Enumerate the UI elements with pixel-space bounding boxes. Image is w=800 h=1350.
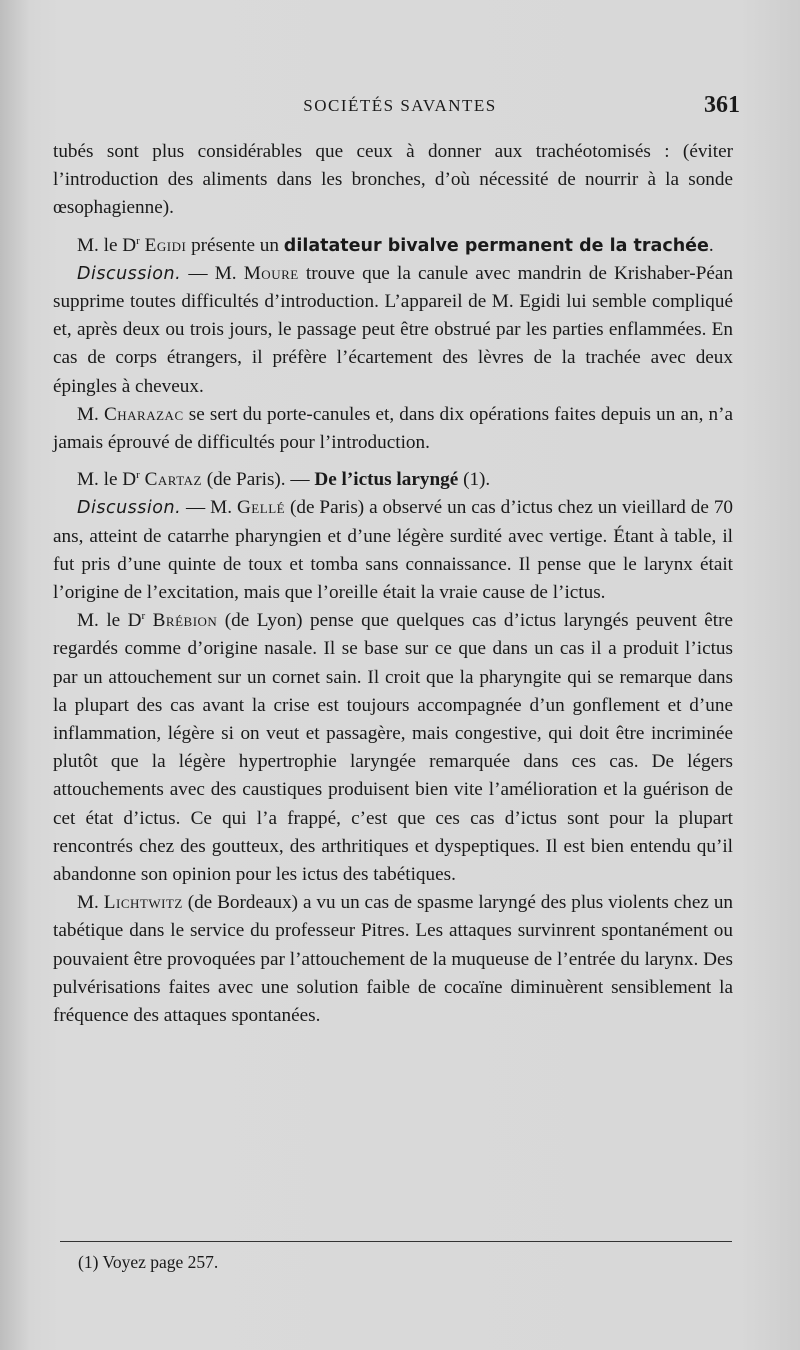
page-number: 361 bbox=[704, 92, 740, 118]
page-body bbox=[53, 138, 733, 1030]
paragraph-text: se sert du porte-canules et, dans dix opérations faites depuis un an, n’a jamais éprouvé de difficultés pour l’introduction. bbox=[53, 403, 733, 454]
running-title: SOCIÉTÉS SAVANTES bbox=[303, 96, 497, 115]
paragraph-egidi: M. le $D^r$ Egidi présente un dilatateur bivalve permanent de la trachée. bbox=[77, 234, 714, 256]
footnote-divider bbox=[60, 1241, 732, 1242]
speaker-name: Cartaz bbox=[144, 469, 202, 491]
speaker-name: Charazac bbox=[103, 403, 184, 425]
title-superscript: r bbox=[136, 469, 140, 482]
discussion-label: Discussion. bbox=[77, 498, 182, 519]
footnote-ref: (1). bbox=[458, 469, 491, 491]
paragraph-text: présente un bbox=[186, 234, 284, 256]
paragraph-1: tubés sont plus considérables que ceux à donner aux trachéotomisés : (éviter l’introduction des aliments dans les bronches, d’où nécessité de nourrir à la sonde œsophagienne). bbox=[53, 141, 733, 219]
paragraph-text: (de Lyon) pense que quelques cas d’ictus laryngés peuvent être regardés comme d’origine nasale. Il se base sur ce que dans un cas il a produit l’ictus par un attouchement sur un cornet sain. Il croit que la pharyngite qui se remarque dans la plupart des cas avant la crise est toujours accompagnée d’un gonflement et d’une inflammation, légère si on veut et passagère, mais congestive, qui doit être incriminée plutôt que la légère hypertrophie laryngée remarquée dans ces cas. De légers attouchements avec des caustiques produisent bien vite l’amélioration et la guérison de cet état d’ictus. Ce qui l’a frappé, c’est que ces cas d’ictus sont pour la plupart rencontrés chez des goutteux, des arthritiques et dyspeptiques. Il est bien entendu qu’il abandonne son opinion pour les ictus des tabétiques. bbox=[53, 610, 734, 886]
paper-title: dilatateur bivalve permanent de la trachée bbox=[283, 235, 709, 256]
title-superscript: r bbox=[136, 234, 140, 247]
paragraph-moure: Discussion. — M. Moure trouve que la canule avec mandrin de Krishaber-Péan supprime toutes difficultés d’introduction. L’appareil de M. Egidi lui semble compliqué et, après deux ou trois jours, le passage peut être obstrué par les parties enflammées. En cas de corps étrangers, il préfère l’écartement des lèvres de la trachée avec deux épingles à cheveux. bbox=[53, 262, 733, 397]
paragraph-brebion: M. le $D^r$ Brébion (de Lyon) pense que quelques cas d’ictus laryngés peuvent être regardés comme d’origine nasale. Il se base sur ce que dans un cas il a produit l’ictus par un attouchement sur un cornet sain. Il croit que la pharyngite qui se remarque dans la plupart des cas avant la crise est toujours accompagnée d’un gonflement et d’une inflammation, légère si on veut et passagère, mais congestive, qui doit être incriminée plutôt que la légère hypertrophie laryngée remarquée dans ces cas. De légers attouchements avec des caustiques produisent bien vite l’amélioration et la guérison de cet état d’ictus. Ce qui l’a frappé, c’est que ces cas d’ictus sont pour la plupart rencontrés chez des goutteux, des arthritiques et dyspeptiques. Il est bien entendu qu’il abandonne son opinion pour les ictus des tabétiques. bbox=[53, 610, 734, 886]
discussion-label: Discussion. bbox=[77, 263, 182, 284]
footnote: (1) Voyez page 257. bbox=[78, 1252, 219, 1272]
paragraph-cartaz: M. le $D^r$ Cartaz (de Paris). — De l’ictus laryngé (1). bbox=[77, 469, 491, 491]
paragraph-text: (de Paris) a observé un cas d’ictus chez un vieillard de 70 ans, atteint de catarrhe pharyngien et d’une légère surdité avec vertige. Étant à table, il fut pris d’une quinte de toux et tomba sans connaissance. Il pense que le larynx était l’origine de l’excitation, mais que l’oreille était la vraie cause de l’ictus. bbox=[53, 497, 734, 604]
speaker-name: Brébion bbox=[152, 610, 218, 632]
paragraph-lichtwitz: M. Lichtwitz (de Bordeaux) a vu un cas de spasme laryngé des plus violents chez un tabétique dans le service du professeur Pitres. Les attaques survinrent spontanément ou pouvaient être provoquées par l’attouchement de la muqueuse de l’entrée du larynx. Des pulvérisations faites avec une solution faible de cocaïne diminuèrent sensiblement la fréquence des attaques spontanées. bbox=[53, 892, 734, 1027]
speaker-name: Gellé bbox=[236, 497, 286, 519]
speaker-name: Moure bbox=[243, 262, 299, 284]
paragraph-text: trouve que la canule avec mandrin de Krishaber-Péan supprime toutes difficultés d’introduction. L’appareil de M. Egidi lui semble compliqué et, après deux ou trois jours, le passage peut être obstrué par les parties enflammées. En cas de corps étrangers, il préfère l’écartement des lèvres de la trachée avec deux épingles à cheveux. bbox=[53, 262, 733, 397]
speaker-lead: M. le D bbox=[77, 234, 137, 256]
running-head bbox=[60, 92, 740, 122]
paragraph-charazac: M. Charazac se sert du porte-canules et, dans dix opérations faites depuis un an, n’a jamais éprouvé de difficultés pour l’introduction. bbox=[53, 403, 733, 454]
speaker-name: Egidi bbox=[144, 234, 187, 256]
paragraph-text: (de Bordeaux) a vu un cas de spasme laryngé des plus violents chez un tabétique dans le service du professeur Pitres. Les attaques survinrent spontanément ou pouvaient être provoquées par l’attouchement de la muqueuse de l’entrée du larynx. Des pulvérisations faites avec une solution faible de cocaïne diminuèrent sensiblement la fréquence des attaques spontanées. bbox=[53, 892, 734, 1027]
paragraph-gelle: Discussion. — M. Gellé (de Paris) a observé un cas d’ictus chez un vieillard de 70 ans, atteint de catarrhe pharyngien et d’une légère surdité avec vertige. Étant à table, il fut pris d’une quinte de toux et tomba sans connaissance. Il pense que le larynx était l’origine de l’excitation, mais que l’oreille était la vraie cause de l’ictus. bbox=[53, 497, 734, 604]
paper-title: De l’ictus laryngé bbox=[314, 469, 459, 491]
title-superscript: r bbox=[141, 610, 146, 623]
speaker-name: Lichtwitz bbox=[103, 892, 183, 914]
paragraph-text: (de Paris). — bbox=[201, 469, 315, 491]
